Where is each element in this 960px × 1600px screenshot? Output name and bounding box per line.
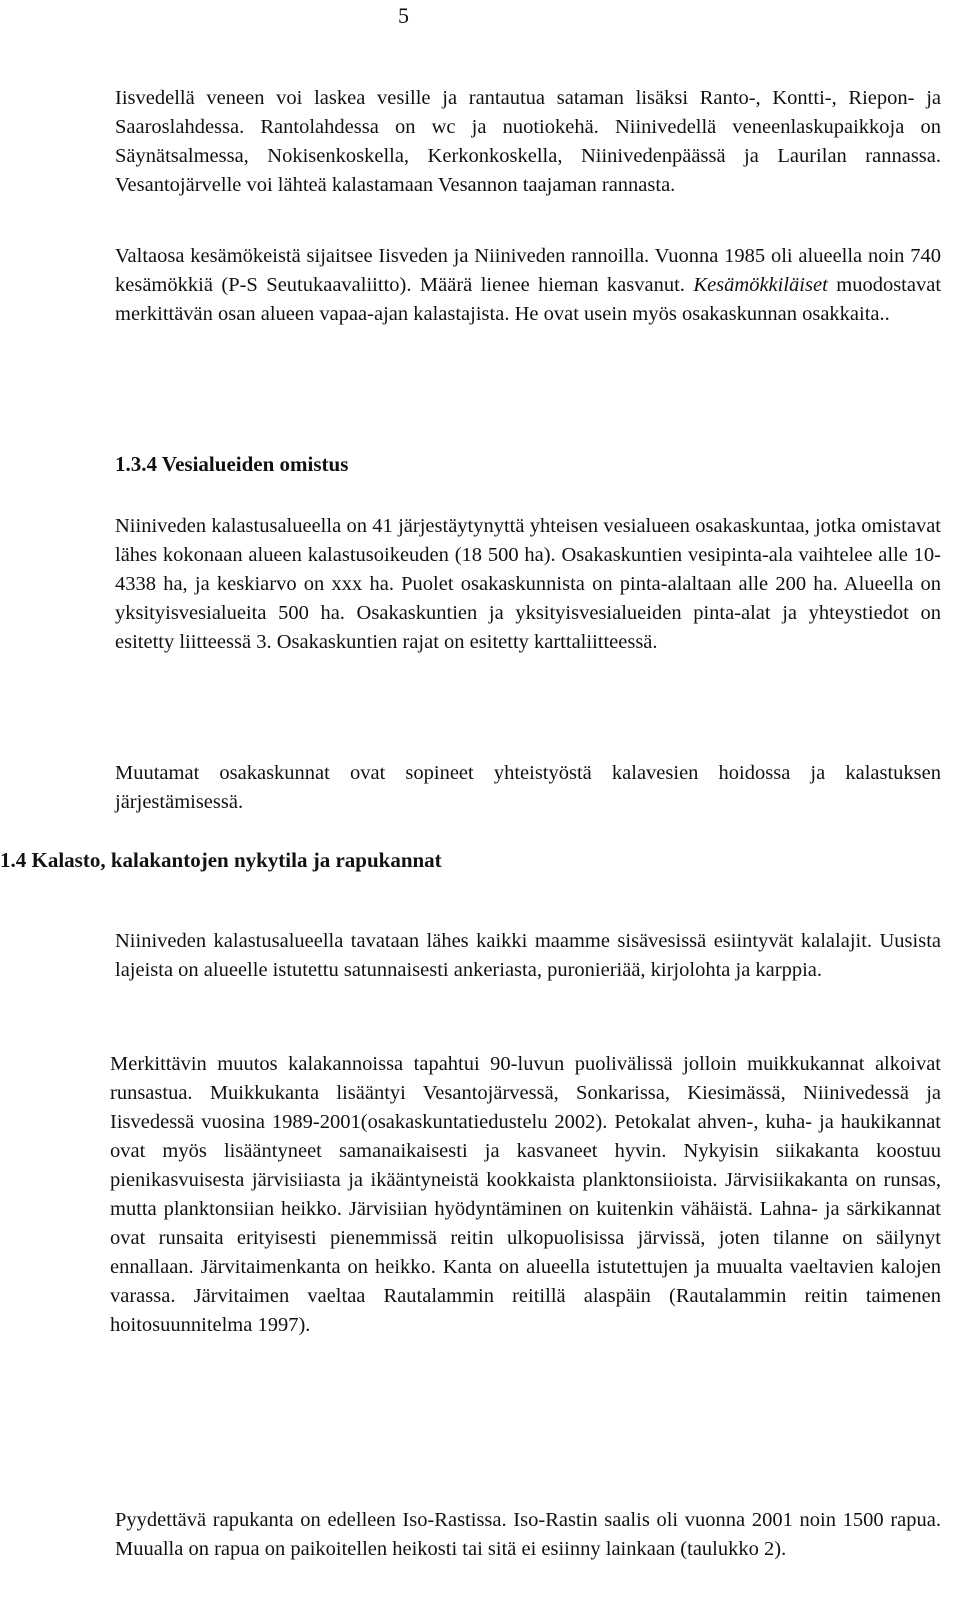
- paragraph-crayfish: Pyydettävä rapukanta on edelleen Iso-Rastissa. Iso-Rastin saalis oli vuonna 2001 noin 1500 rapua. Muualla on rapua on paikoitellen heikosti tai sitä ei esiinny lainkaan (taulukko 2).: [115, 1509, 941, 1560]
- cottages-text-end: muodostavat merkittävän osan alueen vapaa-ajan kalastajista. He ovat usein myös osakaskunnan osakkaita..: [115, 274, 942, 325]
- paragraph-summer-cottages: [115, 242, 941, 329]
- heading-fish-stocks: 1.4 Kalasto, kalakantojen nykytila ja rapukannat: [0, 848, 442, 872]
- cottages-emphasis: Kesämökkiläiset: [693, 274, 828, 296]
- paragraph-cooperation: Muutamat osakaskunnat ovat sopineet yhteistyöstä kalavesien hoidossa ja kalastuksen järjestämisessä.: [115, 762, 941, 813]
- page-number: 5: [398, 3, 409, 28]
- paragraph-fish-species: Niiniveden kalastusalueella tavataan lähes kaikki maamme sisävesissä esiintyvät kalalajit. Uusista lajeista on alueelle istutettu satunnaisesti ankeriasta, puronieriää, kirjolohta ja karppia.: [115, 930, 941, 981]
- paragraph-boat-launch: Iisvedellä veneen voi laskea vesille ja rantautua sataman lisäksi Ranto-, Kontti-, Riepon- ja Saaroslahdessa. Rantolahdessa on wc ja nuotiokehä. Niinivedellä veneenlaskupaikkoja on Säynätsalmessa, Nokisenkoskella, Kerkonkoskella, Niinivedenpäässä ja Laurilan rannassa. Vesantojärvelle voi lähteä kalastamaan Vesannon taajaman rannasta.: [115, 87, 941, 196]
- heading-water-ownership: 1.3.4 Vesialueiden omistus: [115, 452, 349, 476]
- paragraph-fish-changes: Merkittävin muutos kalakannoissa tapahtui 90-luvun puolivälissä jolloin muikkukannat alkoivat runsastua. Muikkukanta lisääntyi Vesantojärvessä, Sonkarissa, Kiesimässä, Niinivedessä ja Iisvedessä vuosina 1989-2001(osakaskuntatiedustelu 2002). Petokalat ahven-, kuha- ja haukikannat ovat myös lisääntyneet samanaikaisesti ja kasvaneet hyvin. Nykyisin siikakanta koostuu pienikasvuisesta järvisiiasta ja ikääntyneistä kookkaista planktonsiioista. Järvisiikakanta on runsas, mutta planktonsiian heikko. Järvisiian hyödyntäminen on kuitenkin vähäistä. Lahna- ja särkikannat ovat runsaita erityisesti pienemmissä reitin ulkopuolisissa järvissä, joten tilanne on säilynyt ennallaan. Järvitaimenkanta on heikko. Kanta on alueella istutettujen ja muualta vaeltavien kalojen varassa. Järvitaimen vaeltaa Rautalammin reitillä alaspäin (Rautalammin reitin taimenen hoitosuunnitelma 1997).: [110, 1053, 941, 1336]
- paragraph-ownership: Niiniveden kalastusalueella on 41 järjestäytynyttä yhteisen vesialueen osakaskuntaa, jotka omistavat lähes kokonaan alueen kalastusoikeuden (18 500 ha). Osakaskuntien vesipinta-ala vaihtelee alle 10-4338 ha, ja keskiarvo on xxx ha. Puolet osakaskunnista on pinta-alaltaan alle 200 ha. Alueella on yksityisvesialueita 500 ha. Osakaskuntien ja yksityisvesialueiden pinta-alat ja yhteystiedot on esitetty liitteessä 3. Osakaskuntien rajat on esitetty karttaliitteessä.: [115, 515, 941, 653]
- cottages-text-start: Valtaosa kesämökeistä sijaitsee Iisveden ja Niiniveden rannoilla. Vuonna 1985 oli alueella noin 740 kesämökkiä (P-S Seutukaavaliitto). Määrä lienee hieman kasvanut.: [115, 245, 941, 296]
